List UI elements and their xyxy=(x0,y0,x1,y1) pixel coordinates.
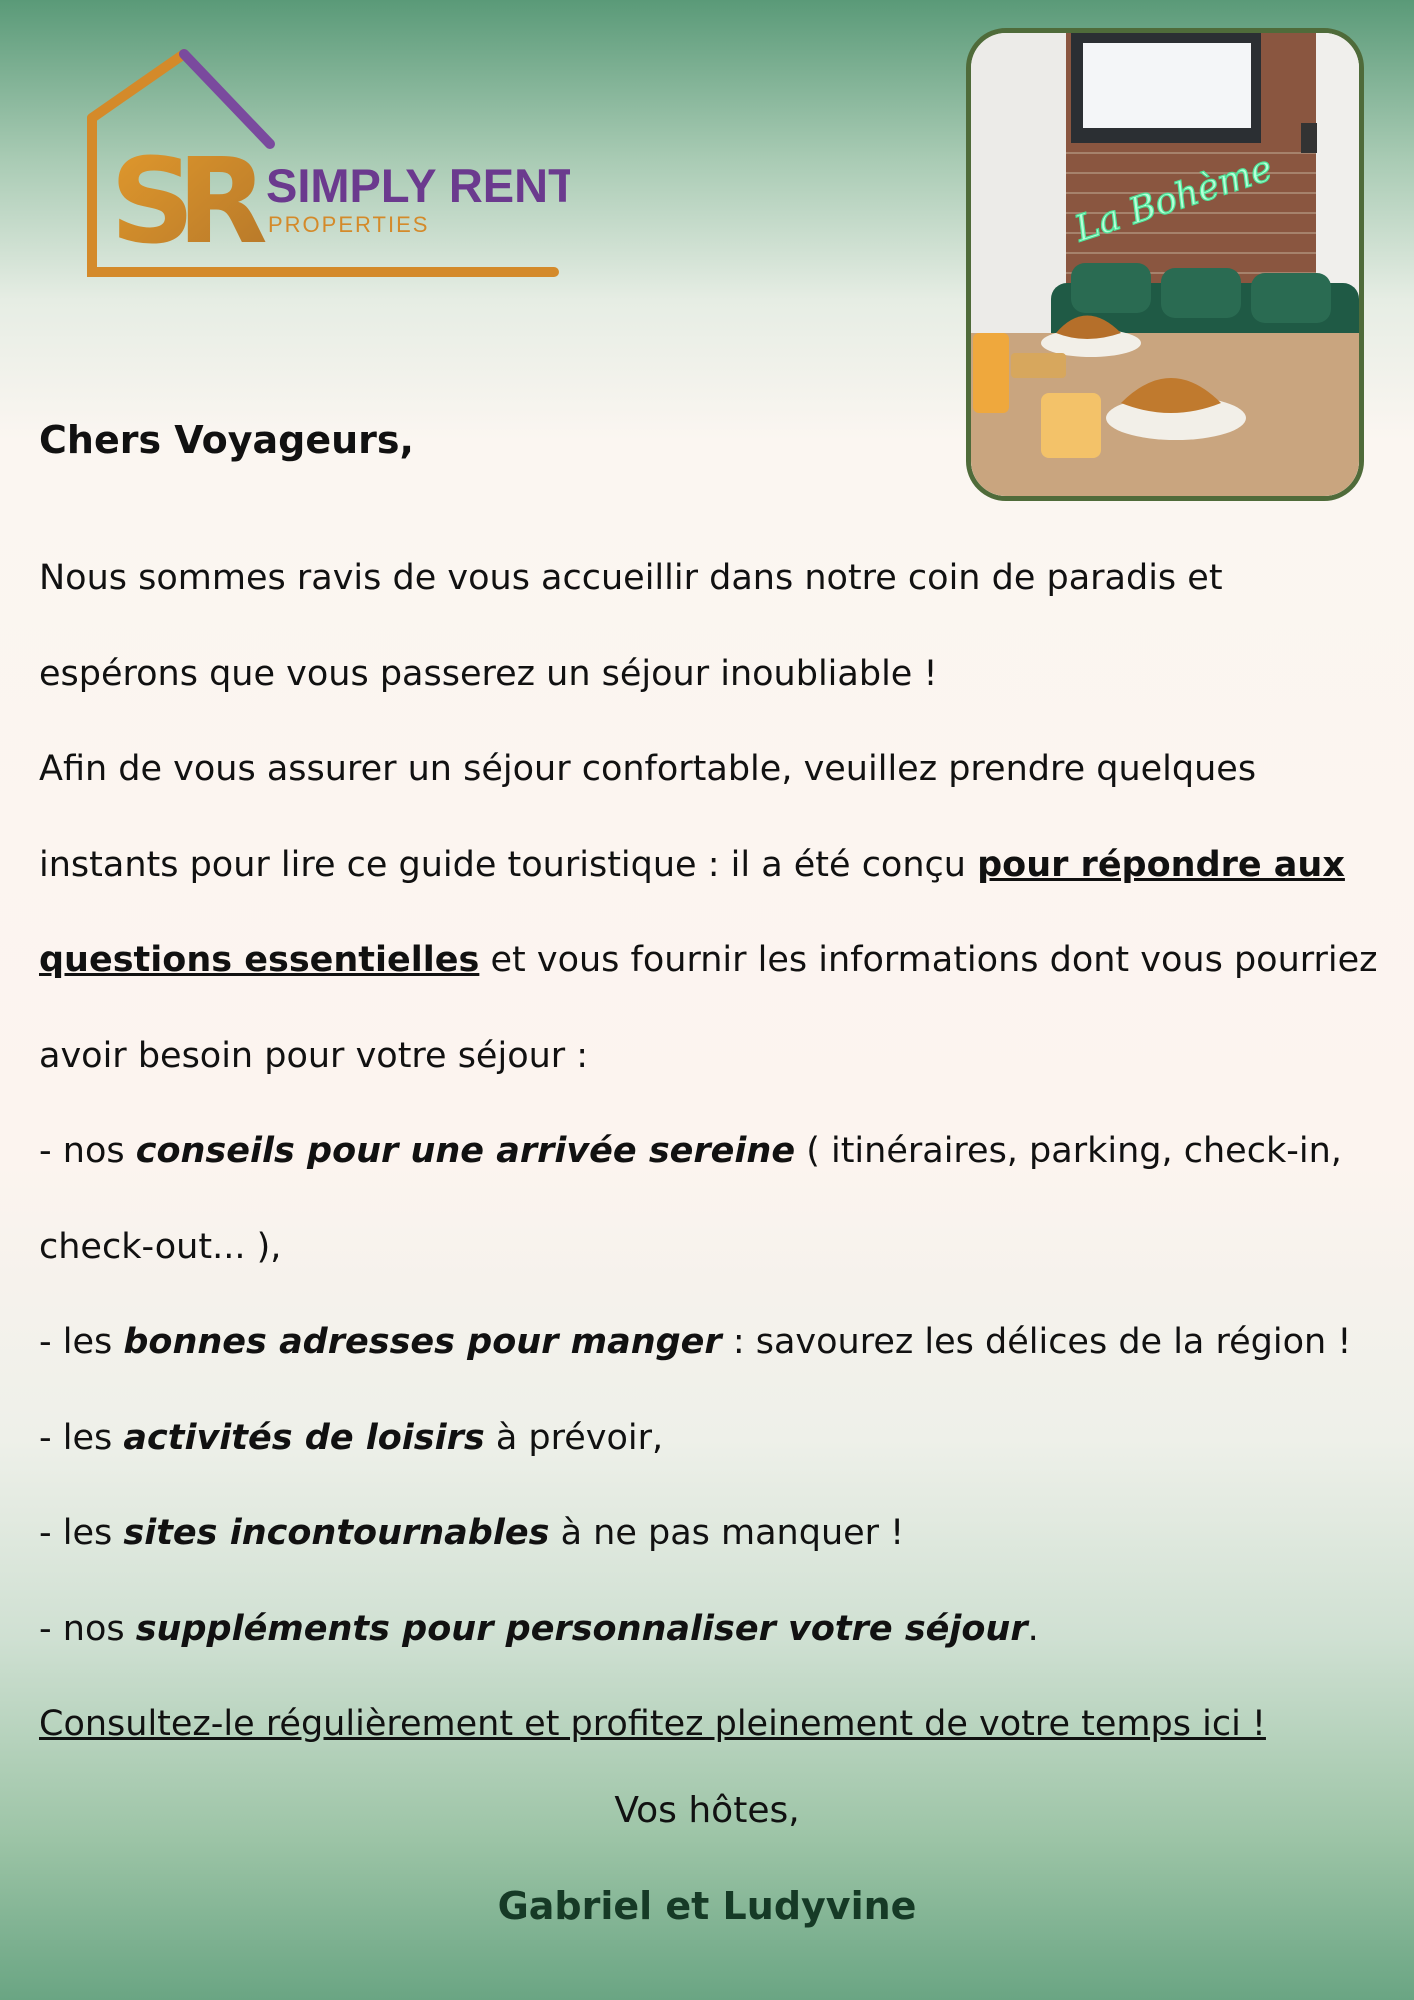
host-names: Gabriel et Ludyvine xyxy=(497,1884,917,1928)
closing-line: Consultez-le régulièrement et profitez pleinement de votre temps ici ! xyxy=(39,1704,1266,1744)
logo-brand-sub: PROPERTIES xyxy=(268,212,430,237)
list-item: - nos conseils pour une arrivée sereine ( itinéraires, parking, check-in, check-out... ), xyxy=(39,1131,1342,1267)
logo-monogram: SR xyxy=(110,132,250,270)
logo-brand-name: SIMPLY RENT xyxy=(266,159,570,212)
guide-section xyxy=(39,722,1389,1773)
list-item: - les activités de loisirs à prévoir, xyxy=(39,1417,664,1458)
list-item: - nos suppléments pour personnaliser votre séjour. xyxy=(39,1608,1039,1649)
sign-off: Vos hôtes, xyxy=(614,1790,800,1831)
guide-text-after: et vous fournir les informations dont vous pourriez avoir besoin pour votre séjour : xyxy=(39,940,1378,1076)
guide-text-before: Afin de vous assurer un séjour confortable, veuillez prendre quelques instants pour lire ce guide touristique : il a été conçu xyxy=(39,749,1257,885)
neon-sign: La Bohème xyxy=(1069,147,1278,251)
guide-emphasis: pour répondre aux questions essentielles xyxy=(39,844,1345,980)
intro-paragraph: Nous sommes ravis de vous accueillir dans notre coin de paradis et espérons que vous passerez un séjour inoubliable ! xyxy=(39,558,1223,694)
greeting: Chers Voyageurs, xyxy=(39,418,414,462)
simply-rent-logo xyxy=(80,40,570,290)
list-item: - les sites incontournables à ne pas manquer ! xyxy=(39,1513,905,1553)
list-item: - les bonnes adresses pour manger : savourez les délices de la région ! xyxy=(39,1322,1352,1362)
